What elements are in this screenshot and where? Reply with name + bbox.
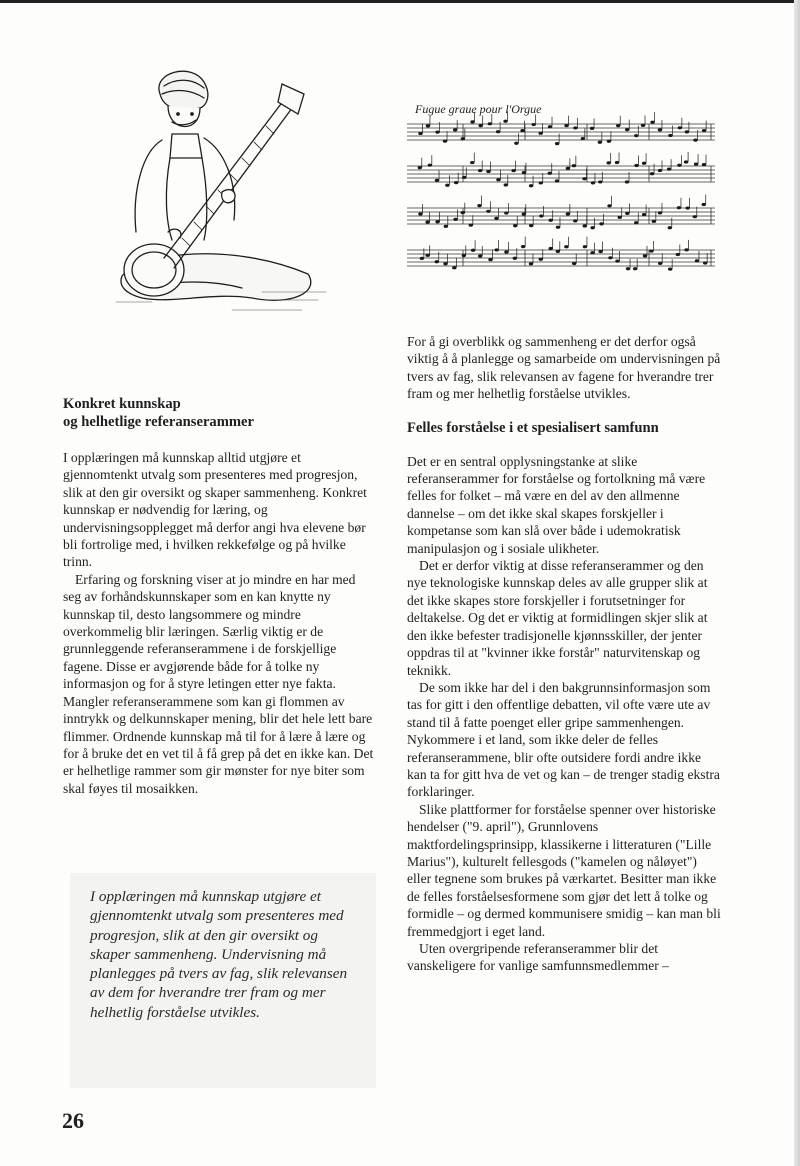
page-edge <box>794 0 800 1166</box>
body-paragraph: Slike plattformer for forståelse spenner over historiske hendelser ("9. april"), Grunnlovens maktfordelingsprinsipp, klassikerne i litteraturen ("Lille Marius"), kulturelt fellesgods ("kamelen og nåløyet") eller tegnene som brukes på værkartet. Besitter man ikke de felles forståelsesformene som gjør det lett å tolke og formidle – og dermed kommunisere smidig – kan man bli fremmedgjort i eget land. <box>407 801 721 939</box>
body-paragraph: Det er en sentral opplysningstanke at slike referanserammer for forståelse og fortolkning må være felles for folket – må være en del av den allmenne dannelse – om det ikke skal skapes forskjeller i kompetanse som kan slå over både i udemokratisk manipulasjon og i sosiale ulikheter. <box>407 453 706 556</box>
pull-quote-text: I opplæringen må kunnskap utgjøre et gjennomtenkt utvalg som presenteres med progresjon, slik at den gir oversikt og skaper sammenheng. Undervisning må planlegges på tvers av fag, slik relevansen av dem for hverandre trer fram og mer helhetlig forståelse utvikles. <box>90 888 348 1021</box>
score-staves <box>403 100 723 282</box>
body-paragraph: I opplæringen må kunnskap alltid utgjøre et gjennomtenkt utvalg som presenteres med progresjon, slik at den gir oversikt og skaper sammenheng. Konkret kunnskap er nødvendig for læring, og undervisningsopplegget må derfor angi hva elevene bør bli fortrolige med, i hvilken rekkefølge og på hvilke trinn. <box>63 450 367 570</box>
intro-paragraph: For å gi overblikk og sammenheng er det derfor også viktig å å planlegge og samarbeide om undervisningen på tvers av fag, slik relevansen av fagene for hverandre trer fram og mer helhetlig forståelse utvikles. <box>407 334 721 402</box>
body-paragraph: Uten overgripende referanserammer blir det vanskeligere for vanlige samfunnsmedlemmer – <box>407 941 669 974</box>
body-paragraph: Det er derfor viktig at disse referanserammer og den nye teknologiske kunnskap deles av alle grupper slik at det ikke skapes store forskjeller i forutsetninger for deltakelse. Og det er viktig at formidlingen skjer slik at den ikke befester tradisjonelle kjønnsskiller, der jenter oppdras til at "kvinner ikke forstår" naturvitenskap og teknikk. <box>407 558 708 678</box>
body-paragraph: De som ikke har del i den bakgrunnsinformasjon som tas for gitt i den offentlige debatten, vil ofte være ute av stand til å fatte poenget eller gripe sammenhengen. Nykommere i et land, som ikke deler de felles referanserammene, blir ofte outsidere fordi andre ikke kan ta for gitt hva de vet og kan – de trenger stadig ekstra forklaringer. <box>407 679 720 800</box>
right-column <box>407 333 723 975</box>
score-title: Fugue graue pour l'Orgue <box>415 102 542 116</box>
heading-line-1: Konkret kunnskap <box>63 396 181 412</box>
body-paragraph: Erfaring og forskning viser at jo mindre en har med seg av forhåndskunnskaper som en kan knytte ny kunnskap til, desto langsommere og mindre overkommelig blir læringen. Særlig viktig er de grunnleggende referanserammene i de forskjellige fagene. Disse er avgjørende både for å tolke ny informasjon og for å styre letingen etter nye fakta. Mangler referanserammene som kan gi flommen av inntrykk og delkunnskaper mening, blir det hele lett bare flimmer. Ordnende kunnskap må til for å lære å lære og for å bruke det en vet til å få grep på det en ikke kan. Det er helhetlige rammer som gir mønster for nye biter som skal føyes til mosaikken. <box>63 571 374 796</box>
section-heading-felles: Felles forståelse i et spesialisert samfunn <box>407 419 659 436</box>
heading-line-2: og helhetlige referanserammer <box>63 414 254 430</box>
top-border <box>0 0 800 3</box>
left-column <box>63 395 375 797</box>
sitar-player-illustration <box>112 62 334 334</box>
section-heading-konkret <box>63 395 375 431</box>
musical-score-illustration <box>403 100 723 282</box>
page-number: 26 <box>62 1108 84 1133</box>
pull-quote-box <box>70 873 376 1088</box>
